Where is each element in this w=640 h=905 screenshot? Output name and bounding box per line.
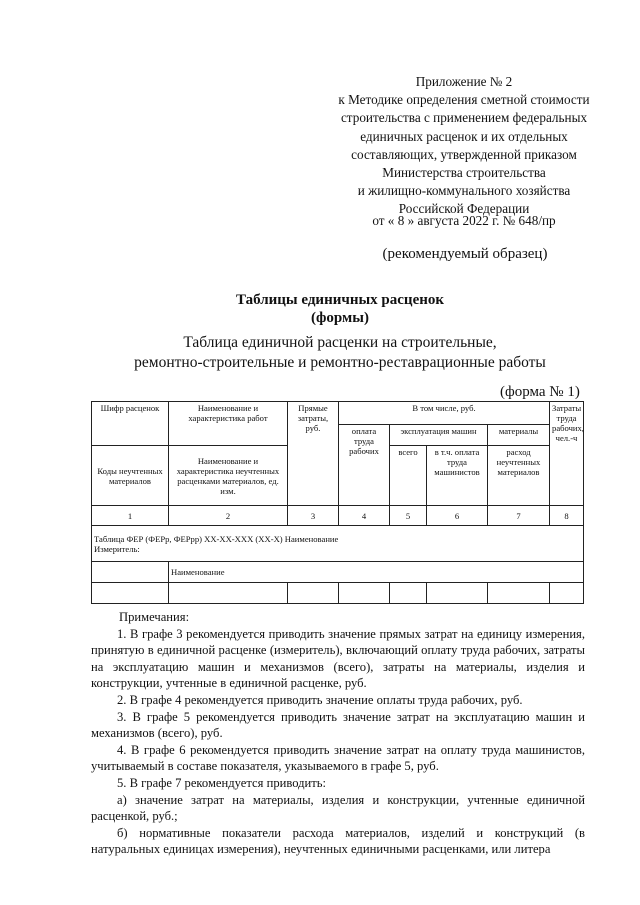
- subtitle-line: ремонтно-строительные и ремонтно-реставрационные работы: [134, 353, 546, 371]
- column-number: 8: [550, 506, 584, 526]
- header-direct-costs: Прямые затраты, руб.: [288, 402, 339, 506]
- table-caption-row: [92, 526, 584, 562]
- notes-section: [91, 609, 585, 858]
- column-number: 3: [288, 506, 339, 526]
- recommended-sample-label: (рекомендуемый образец): [382, 246, 548, 262]
- header-line: Приложение № 2: [415, 74, 513, 89]
- header-line: единичных расценок и их отдельных: [360, 128, 568, 144]
- empty-cell: [427, 583, 488, 604]
- empty-cell: [288, 583, 339, 604]
- header-material-codes: Коды неучтенных материалов: [92, 446, 169, 506]
- header-labor-costs: Затраты труда рабочих, чел.-ч: [550, 402, 584, 506]
- header-line: к Методике определения сметной стоимости: [338, 92, 590, 108]
- empty-cell: [339, 583, 390, 604]
- header-line: строительства с применением федеральных: [340, 110, 588, 126]
- header-machinist-wages: в т.ч. оплата труда машинистов: [427, 446, 488, 506]
- name-row-cell: Наименование: [169, 562, 584, 583]
- column-number: 6: [427, 506, 488, 526]
- header-materials: материалы: [488, 425, 550, 446]
- note-paragraph: 4. В графе 6 рекомендуется приводить значение затрат на оплату труда машинистов, учитываемый в составе показателя, указываемого в графе 5, руб.: [91, 742, 585, 774]
- header-machines-total: всего: [390, 446, 427, 506]
- empty-cell: [390, 583, 427, 604]
- note-paragraph: 5. В графе 7 рекомендуется приводить:: [117, 775, 327, 790]
- column-number: 1: [92, 506, 169, 526]
- header-work-name: Наименование и характеристика работ: [169, 402, 288, 446]
- note-paragraph: б) нормативные показатели расхода материалов, изделий и конструкций (в натуральных единицах измерения), неучтенных единичными расценками, или литера: [91, 825, 585, 857]
- note-paragraph: 2. В графе 4 рекомендуется приводить значение оплаты труда рабочих, руб.: [117, 692, 523, 707]
- note-paragraph: 3. В графе 5 рекомендуется приводить значение затрат на эксплуатацию машин и механизмов (всего), руб.: [91, 709, 585, 741]
- empty-cell: [488, 583, 550, 604]
- column-number: 7: [488, 506, 550, 526]
- order-reference: от « 8 » августа 2022 г. № 648/пр: [372, 213, 556, 228]
- notes-heading: Примечания:: [119, 610, 190, 624]
- header-line: и жилищно-коммунального хозяйства: [357, 183, 571, 199]
- subtitle-line: Таблица единичной расценки на строительные,: [183, 334, 497, 351]
- empty-cell: [92, 562, 169, 583]
- appendix-header: [318, 73, 610, 219]
- column-number: 2: [169, 506, 288, 526]
- rate-form-table: [91, 401, 584, 604]
- header-material-consumption: расход неучтенных материалов: [488, 446, 550, 506]
- empty-cell: [92, 583, 169, 604]
- note-paragraph: а) значение затрат на материалы, изделия и конструкции, учтенные единичной расценкой, руб.;: [91, 792, 585, 824]
- empty-cell: [169, 583, 288, 604]
- header-line: составляющих, утвержденной приказом: [351, 146, 577, 162]
- title-line: Таблицы единичных расценок: [235, 292, 445, 308]
- header-unaccounted-materials: Наименование и характеристика неучтенных расценками материалов, ед. изм.: [169, 446, 288, 506]
- header-worker-wages: оплата труда рабочих: [339, 425, 390, 506]
- title-line: (формы): [311, 310, 369, 326]
- table-caption: Таблица ФЕР (ФЕРр, ФЕРрр) XX-XX-XXX (XX-X) Наименование: [94, 533, 339, 544]
- header-line: Министерства строительства: [382, 165, 546, 181]
- document-title: [0, 291, 640, 327]
- form-number-label: (форма № 1): [500, 384, 580, 400]
- header-machine-operation: эксплуатация машин: [390, 425, 488, 446]
- column-number: 4: [339, 506, 390, 526]
- meter-caption: Измеритель:: [94, 543, 140, 554]
- empty-cell: [550, 583, 584, 604]
- header-including: В том числе, руб.: [339, 402, 550, 425]
- column-number: 5: [390, 506, 427, 526]
- note-paragraph: 1. В графе 3 рекомендуется приводить значение прямых затрат на единицу измерения, принятую в единичной расценке (измеритель), включающий оплату труда рабочих, затраты на эксплуатацию машин и механизмов (всего), затраты на материалы, изделия и конструкции, учтенные в единичной расценке, руб.: [91, 626, 585, 691]
- header-cipher: Шифр расценок: [92, 402, 169, 446]
- header-line: Российской Федерации: [398, 201, 530, 217]
- table-subtitle: [0, 333, 640, 372]
